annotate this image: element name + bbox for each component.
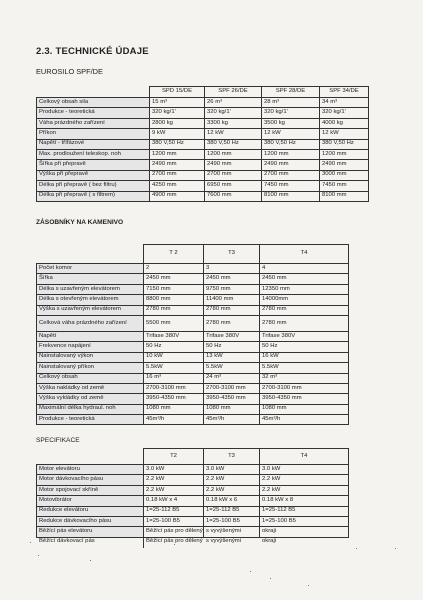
table-cell: 16 kW [260, 352, 349, 362]
table-cell: 12 kW [262, 129, 320, 139]
table-row [37, 181, 369, 191]
technical-data-table [36, 86, 369, 202]
table-row [37, 537, 349, 547]
row-label: Délka při přepravě ( s filtrem) [37, 191, 150, 201]
table-cell: 24 m³ [204, 373, 260, 383]
table-cell: 4 [260, 264, 349, 274]
table-cell: 320 kg/1' [262, 108, 320, 118]
table-cell: 2700 mm [150, 170, 205, 180]
table-cell: 1200 mm [262, 149, 320, 159]
table-row [37, 383, 349, 393]
scan-speck [308, 585, 309, 586]
table-cell: 32 m³ [260, 373, 349, 383]
table-cell: 2 [144, 264, 204, 274]
row-label: Šířka při přepravě [37, 160, 150, 170]
scan-speck [30, 542, 31, 543]
table-row [37, 475, 349, 485]
header-cell: T3 [204, 449, 260, 465]
table-cell: 45m³/h [204, 415, 260, 425]
table-cell: 5500 mm [144, 315, 204, 331]
table-cell: 8100 mm [320, 191, 369, 201]
table-cell: 7150 mm [144, 284, 204, 294]
table-cell: 11400 mm [204, 295, 260, 305]
table-cell: 3950-4350 mm [260, 394, 349, 404]
table-cell: Trifase 380V [260, 331, 349, 341]
table-cell: 3.0 kW [144, 465, 204, 475]
table-cell: 1=25-100 B5 [204, 516, 260, 526]
table-cell: 2490 mm [262, 160, 320, 170]
table-row [37, 342, 349, 352]
row-label: Délka s uzavřeným elevátorem [37, 284, 144, 294]
table-row [37, 315, 349, 331]
table-cell: 26 m³ [205, 98, 262, 108]
table-cell: 2780 mm [144, 305, 204, 315]
table-row [37, 485, 349, 495]
header-cell: T2 [144, 449, 204, 465]
row-label: Motor dávkovacího pásu [37, 475, 144, 485]
table-cell: 3.0 kW [204, 465, 260, 475]
table-cell: 2450 mm [260, 274, 349, 284]
table-cell: 320 kg/1' [150, 108, 205, 118]
table-cell: okraji [260, 527, 349, 537]
table-cell: 0.18 kW x 4 [144, 496, 204, 506]
table-cell: 0.18 kW x 8 [260, 496, 349, 506]
table-cell: 1080 mm [144, 404, 204, 414]
table-cell: 4250 mm [150, 181, 205, 191]
table-cell: 8800 mm [144, 295, 204, 305]
table-cell: 2.2 kW [204, 475, 260, 485]
table-cell: Trifase 380V [204, 331, 260, 341]
row-label: Nainstalovaný výkon [37, 352, 144, 362]
header-cell: T 2 [144, 245, 204, 264]
table-cell: 12350 mm [260, 284, 349, 294]
table-cell: 2.2 kW [204, 485, 260, 495]
table-cell: 8100 mm [262, 191, 320, 201]
table-cell: 45m³/h [144, 415, 204, 425]
header-cell: SPD 15/DE [150, 87, 205, 98]
row-label: Motor elevátoru [37, 465, 144, 475]
table-cell: 50 Hz [204, 342, 260, 352]
table-row [37, 527, 349, 537]
table-cell: 16 m³ [144, 373, 204, 383]
table-cell: 3 [204, 264, 260, 274]
table-cell: 3500 kg [262, 118, 320, 128]
header-cell: SPF 28/DE [262, 87, 320, 98]
table-cell: 5.5kW [204, 363, 260, 373]
table-header-row [37, 87, 369, 98]
table-cell: Běžící pás pro dělený [146, 538, 203, 545]
table-row [37, 394, 349, 404]
table-row [37, 295, 349, 305]
table-cell: 7450 mm [262, 181, 320, 191]
table-cell: 320 kg/1' [320, 108, 369, 118]
table-row [37, 284, 349, 294]
table-cell: 28 m³ [262, 98, 320, 108]
table-cell: 2.2 kW [260, 485, 349, 495]
table-row [37, 170, 369, 180]
table-cell: 380 V,50 Hz [262, 139, 320, 149]
table-cell: 1=25-112 B5 [260, 506, 349, 516]
table-row [37, 496, 349, 506]
table-cell: s vyvýšenými [206, 538, 242, 545]
header-cell: T4 [260, 245, 349, 264]
table-cell: 1=25-112 B5 [204, 506, 260, 516]
row-label: Nainstalovaný příkon [37, 363, 144, 373]
table-cell: 12 kW [320, 129, 369, 139]
header-cell: T4 [260, 449, 349, 465]
table-cell: 2490 mm [150, 160, 205, 170]
table-row [37, 149, 369, 159]
table-cell: 10 kW [144, 352, 204, 362]
table-header-row [37, 449, 349, 465]
row-label: Příkon [37, 129, 150, 139]
specifications-table [36, 448, 349, 548]
table-cell: 4000 kg [320, 118, 369, 128]
header-cell: T3 [204, 245, 260, 264]
table-cell: 2.2 kW [144, 485, 204, 495]
row-label: Běžící dávkovací pás [37, 537, 144, 547]
table-row [37, 139, 369, 149]
table-cell: 4900 mm [150, 191, 205, 201]
table-cell: okraji [262, 538, 277, 545]
header-cell [37, 449, 144, 465]
row-label: Redukce elevátoru [37, 506, 144, 516]
table-cell: 14000mm [260, 295, 349, 305]
table-row [37, 264, 349, 274]
table-cell: 2780 mm [204, 315, 260, 331]
table-cell: 2490 mm [320, 160, 369, 170]
table-cell: 3950-4350 mm [144, 394, 204, 404]
table-row [37, 404, 349, 414]
table-cell: 2490 mm [205, 160, 262, 170]
table-row [37, 373, 349, 383]
table-cell: 5.5kW [260, 363, 349, 373]
table-cell: 2700 mm [205, 170, 262, 180]
table-cell: 50 Hz [260, 342, 349, 352]
row-label: Výška při přepravě [37, 170, 150, 180]
table-cell: 2780 mm [204, 305, 260, 315]
table-cell: 2780 mm [260, 315, 349, 331]
table-row [37, 118, 369, 128]
row-label: Napětí - třífázové [37, 139, 150, 149]
row-label: Celkový obsah [37, 373, 144, 383]
table-cell: 380 V,50 Hz [320, 139, 369, 149]
row-label: Výška s uzavřeným elevátorem [37, 305, 144, 315]
row-label: Běžící pás elevátoru [37, 527, 144, 537]
table-cell: 9 kW [150, 129, 205, 139]
table-cell: 3950-4350 mm [204, 394, 260, 404]
section-title: 2.3. TECHNICKÉ ÚDAJE [36, 46, 149, 57]
table-cell: 3.0 kW [260, 465, 349, 475]
subtitle: EUROSILO SPF/DE [36, 67, 103, 76]
table-row [37, 160, 369, 170]
table-row [37, 129, 369, 139]
table-cell: 2800 kg [150, 118, 205, 128]
table-cell: 320 kg/1' [205, 108, 262, 118]
table-cell: 1200 mm [205, 149, 262, 159]
table-cell: 2.2 kW [260, 475, 349, 485]
scan-speck [38, 555, 39, 556]
table-cell: 2.2 kW [144, 475, 204, 485]
aggregate-bins-heading: ZÁSOBNÍKY NA KAMENIVO [36, 219, 124, 226]
table-cell: 7450 mm [320, 181, 369, 191]
row-label: Napětí [37, 331, 144, 341]
table-cell: 1200 mm [320, 149, 369, 159]
scan-speck [250, 571, 251, 572]
table-cell: 9750 mm [204, 284, 260, 294]
row-label: Redukce dávkovacího pásu [37, 516, 144, 526]
row-label: Max. prodloužení teleskop. noh [37, 149, 150, 159]
header-cell [37, 87, 150, 98]
scan-speck [356, 548, 357, 549]
table-cell: 45m³/h [260, 415, 349, 425]
table-cell: 6950 mm [205, 181, 262, 191]
row-label: Šířka [37, 274, 144, 284]
header-cell [37, 245, 144, 264]
specifications-heading: SPECIFIKACE [36, 437, 80, 444]
table-cell: 15 m³ [150, 98, 205, 108]
scan-speck [90, 560, 91, 561]
aggregate-bins-table [36, 244, 349, 425]
row-label: Počet komor [37, 264, 144, 274]
table-cell: 3300 kg [205, 118, 262, 128]
table-cell: 2700-3100 mm [204, 383, 260, 393]
row-label: Motor spojovací skříně [37, 485, 144, 495]
table-cell: 7600 mm [205, 191, 262, 201]
table-cell: 12 kW [205, 129, 262, 139]
row-label: Maximální délka hydraul. noh [37, 404, 144, 414]
row-label: Délka s otevřeným elevátorem [37, 295, 144, 305]
row-label: Délka při přepravě ( bez filtru) [37, 181, 150, 191]
table-row [37, 465, 349, 475]
row-label: Celkový obsah sila [37, 98, 150, 108]
table-row [37, 352, 349, 362]
row-label: Výška vykládky od země [37, 394, 144, 404]
table-cell: 380 V,50 Hz [150, 139, 205, 149]
table-row [37, 506, 349, 516]
table-cell: 3000 mm [320, 170, 369, 180]
table-cell: 34 m³ [320, 98, 369, 108]
table-cell: 2700-3100 mm [144, 383, 204, 393]
row-label: Váha prázdného zařízení [37, 118, 150, 128]
table-row [37, 108, 369, 118]
row-label: Celková váha prázdného zařízení [37, 315, 144, 331]
table-cell: 2780 mm [260, 305, 349, 315]
scan-speck [270, 578, 271, 579]
table-cell: Trifase 380V [144, 331, 204, 341]
table-cell: 380 V,50 Hz [205, 139, 262, 149]
table-header-row [37, 245, 349, 264]
table-cell: 13 kW [204, 352, 260, 362]
row-label: Motovibrátor [37, 496, 144, 506]
table-row [37, 516, 349, 526]
table-cell: 2450 mm [204, 274, 260, 284]
table-cell: 5.5kW [144, 363, 204, 373]
row-label: Produkce - teoretická [37, 415, 144, 425]
table-cell: 1080 mm [204, 404, 260, 414]
table-cell: 0.18 kW x 6 [204, 496, 260, 506]
scan-speck [395, 548, 396, 549]
table-cell: Běžící pás pro dělený [144, 527, 204, 537]
table-cell: 2700-3100 mm [260, 383, 349, 393]
header-cell: SPF 34/DE [320, 87, 369, 98]
table-row [37, 98, 369, 108]
table-cell: 1080 mm [260, 404, 349, 414]
header-cell: SPF 26/DE [205, 87, 262, 98]
row-label: Produkce - teoretická [37, 108, 150, 118]
table-row [37, 331, 349, 341]
row-label: Výška nakládky od země [37, 383, 144, 393]
table-row [37, 415, 349, 425]
table-cell: 1=25-100 B5 [260, 516, 349, 526]
table-row [37, 363, 349, 373]
table-cell: 1=25-112 B5 [144, 506, 204, 516]
table-cell: s vyvýšenými [204, 527, 260, 537]
table-row [37, 305, 349, 315]
table-cell: 50 Hz [144, 342, 204, 352]
table-cell: 1200 mm [150, 149, 205, 159]
table-cell: 1=25-100 B5 [144, 516, 204, 526]
table-cell: 2700 mm [262, 170, 320, 180]
table-row [37, 191, 369, 201]
table-cell: 2450 mm [144, 274, 204, 284]
row-label: Frekvence napájení [37, 342, 144, 352]
table-row [37, 274, 349, 284]
